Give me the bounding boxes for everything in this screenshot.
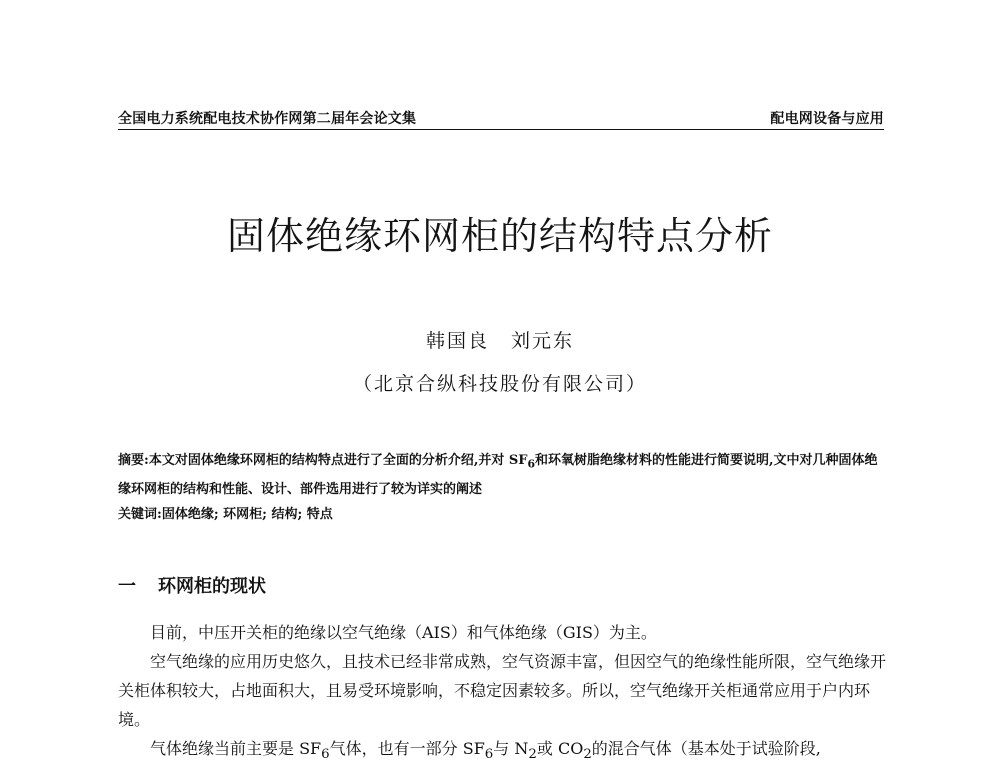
paragraph: 空气绝缘的应用历史悠久，且技术已经非常成熟，空气资源丰富，但因空气的绝缘性能所限，空气绝缘开关柜体积较大，占地面积大，且易受环境影响，不稳定因素较多。所以，空气绝缘开关柜通常应用于户内环境。 — [118, 652, 887, 729]
section-heading — [118, 572, 266, 598]
running-header — [118, 108, 884, 128]
abstract-text: 本文对固体绝缘环网柜的结构特点进行了全面的分析介绍,并对 SF — [148, 453, 528, 468]
paragraph-text: 与 N — [493, 739, 529, 758]
author-name: 刘元东 — [511, 330, 575, 352]
section-number: 一 — [118, 576, 136, 597]
paragraph-text: 的混合气体（基本处于试验阶段, — [591, 739, 821, 758]
paper-title: 固体绝缘环网柜的结构特点分析 — [226, 214, 773, 258]
header-divider — [118, 129, 884, 130]
author-name: 韩国良 — [425, 330, 489, 352]
subscript: 6 — [484, 747, 494, 763]
header-section-title: 配电网设备与应用 — [770, 111, 884, 127]
paragraph — [118, 734, 886, 769]
body-text — [118, 618, 886, 769]
keywords-label: 关键词: — [118, 506, 162, 522]
paragraph-text: 或 CO — [536, 739, 584, 758]
keywords-text: 固体绝缘; 环网柜; 结构; 特点 — [161, 506, 333, 522]
subscript: 6 — [321, 747, 330, 763]
subscript: 6 — [527, 457, 536, 471]
author-affiliation: （北京合纵科技股份有限公司） — [352, 373, 647, 395]
subscript: 2 — [583, 747, 592, 763]
subscript: 2 — [528, 747, 537, 763]
paragraph-text: 气体绝缘当前主要是 SF — [150, 739, 322, 758]
section-title: 环网柜的现状 — [158, 576, 266, 597]
abstract-block — [118, 448, 888, 527]
paragraph-text: 气体，也有一部分 SF — [329, 739, 485, 758]
header-proceedings-title: 全国电力系统配电技术协作网第二届年会论文集 — [118, 111, 417, 127]
abstract — [118, 448, 888, 502]
abstract-label: 摘要: — [118, 453, 149, 468]
paragraph: 目前，中压开关柜的绝缘以空气绝缘（AIS）和气体绝缘（GIS）为主。 — [150, 623, 657, 642]
author-list — [0, 326, 1000, 353]
keywords — [118, 502, 888, 527]
abstract-text: 和环氧树脂绝缘材料的性能进行简要说明,文中对几种固体绝缘环网柜的结构和性能、设计、部件选用进行了较为详实的阐述 — [118, 453, 878, 497]
